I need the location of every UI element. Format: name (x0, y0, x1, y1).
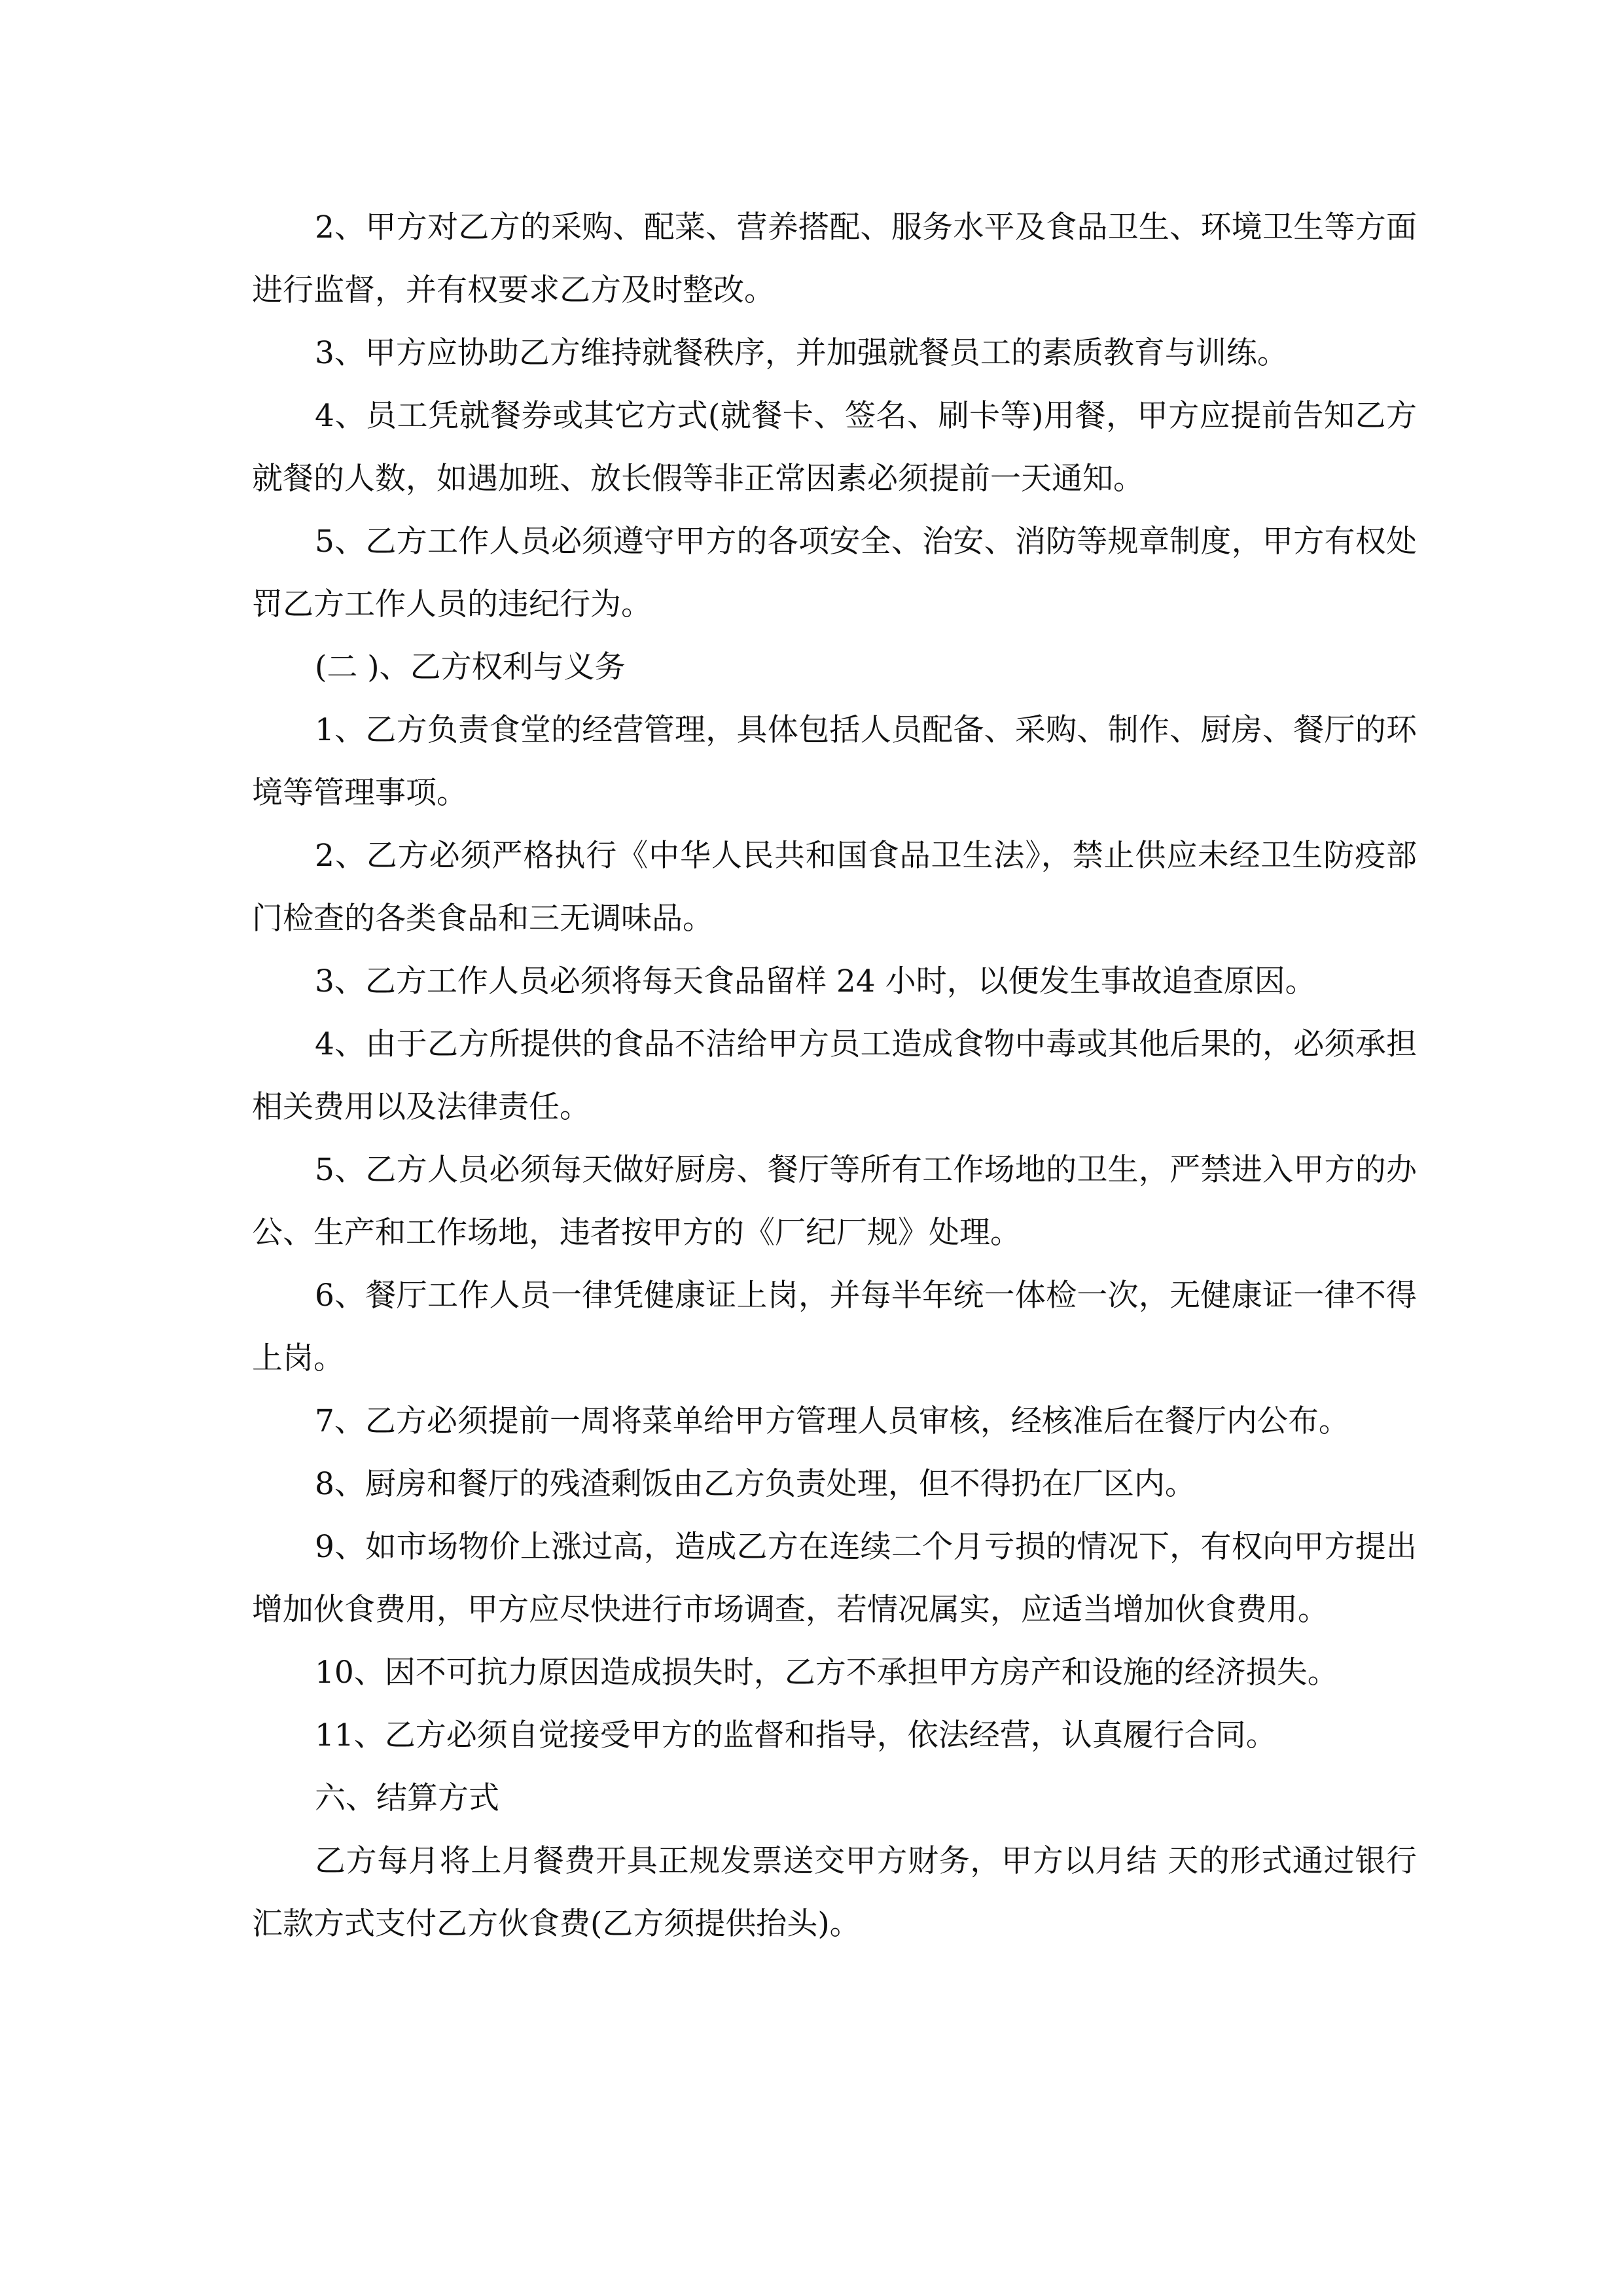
document-body (252, 196, 1417, 1956)
paragraph-settlement: 乙方每月将上月餐费开具正规发票送交甲方财务，甲方以月结 天的形式通过银行汇款方式支付乙方伙食费(乙方须提供抬头)。 (252, 1843, 1417, 1942)
paragraph-b-9: 9、如市场物价上涨过高，造成乙方在连续二个月亏损的情况下，有权向甲方提出增加伙食费用，甲方应尽快进行市场调查，若情况属实，应适当增加伙食费用。 (252, 1529, 1417, 1628)
paragraph-b-4: 4、由于乙方所提供的食品不洁给甲方员工造成食物中毒或其他后果的，必须承担相关费用以及法律责任。 (252, 1026, 1417, 1125)
paragraph-b-6: 6、餐厅工作人员一律凭健康证上岗，并每半年统一体检一次，无健康证一律不得上岗。 (252, 1278, 1417, 1376)
paragraph-b-10: 10、因不可抗力原因造成损失时，乙方不承担甲方房产和设施的经济损失。 (315, 1655, 1338, 1691)
paragraph-b-8: 8、厨房和餐厅的残渣剩饭由乙方负责处理，但不得扔在厂区内。 (315, 1466, 1196, 1502)
paragraph-a-2: 2、甲方对乙方的采购、配菜、营养搭配、服务水平及食品卫生、环境卫生等方面进行监督，并有权要求乙方及时整改。 (252, 209, 1417, 308)
paragraph-a-4: 4、员工凭就餐券或其它方式(就餐卡、签名、刷卡等)用餐，甲方应提前告知乙方就餐的人数，如遇加班、放长假等非正常因素必须提前一天通知。 (252, 398, 1417, 497)
paragraph-b-5: 5、乙方人员必须每天做好厨房、餐厅等所有工作场地的卫生，严禁进入甲方的办公、生产和工作场地，违者按甲方的《厂纪厂规》处理。 (252, 1152, 1417, 1251)
paragraph-a-3: 3、甲方应协助乙方维持就餐秩序，并加强就餐员工的素质教育与训练。 (315, 335, 1288, 371)
paragraph-b-11: 11、乙方必须自觉接受甲方的监督和指导，依法经营，认真履行合同。 (315, 1717, 1277, 1753)
section-heading-settlement: 六、结算方式 (315, 1780, 499, 1816)
paragraph-b-1: 1、乙方负责食堂的经营管理，具体包括人员配备、采购、制作、厨房、餐厅的环境等管理事项。 (252, 712, 1417, 811)
paragraph-b-7: 7、乙方必须提前一周将菜单给甲方管理人员审核，经核准后在餐厅内公布。 (315, 1403, 1349, 1439)
section-heading-party-b: (二 )、乙方权利与义务 (315, 649, 626, 685)
paragraph-b-3: 3、乙方工作人员必须将每天食品留样 24 小时，以便发生事故追查原因。 (315, 963, 1316, 999)
paragraph-a-5: 5、乙方工作人员必须遵守甲方的各项安全、治安、消防等规章制度，甲方有权处罚乙方工作人员的违纪行为。 (252, 524, 1417, 622)
paragraph-b-2: 2、乙方必须严格执行《中华人民共和国食品卫生法》，禁止供应未经卫生防疫部门检查的各类食品和三无调味品。 (252, 838, 1417, 937)
